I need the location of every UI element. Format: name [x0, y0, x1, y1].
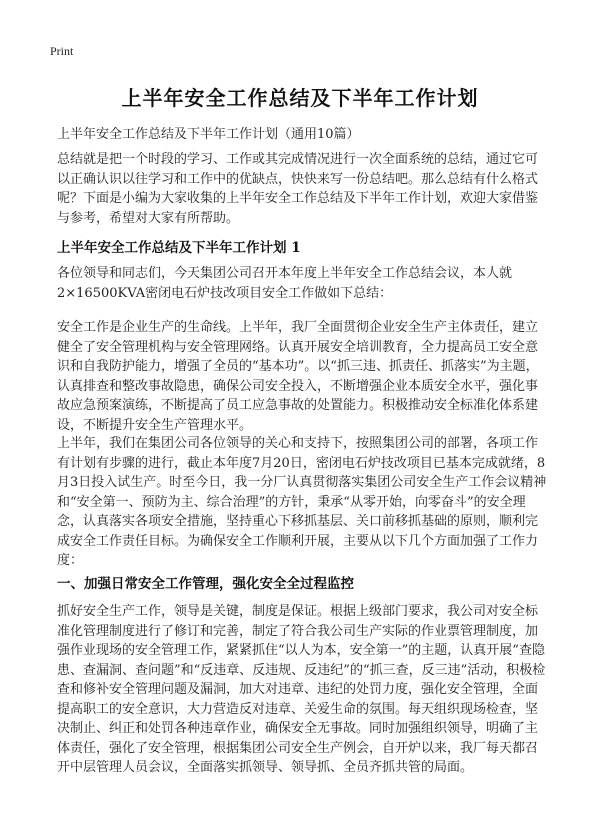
- paragraph-2: 安全工作是企业生产的生命线。上半年，我厂全面贯彻企业安全生产主体责任，建立健全了安全管理机构与安全管理网络。认真开展安全培训教育，全力提高员工安全意识和自我防护能力，增强了全员的“基本功”。以“抓三违、抓责任、抓落实”为主题，认真排查和整改事故隐患，确保公司安全投入，不断增强企业本质安全水平，强化事故应急预案演练，不断提高了员工应急事故的处置能力。积极推动安全标准化体系建设，不断提升安全生产管理水平。: [57, 320, 539, 433]
- intro-paragraph: 总结就是把一个时段的学习、工作或其完成情况进行一次全面系统的总结，通过它可以正确认识以往学习和工作中的优缺点，快快来写一份总结吧。那么总结有什么格式呢？下面是小编为大家收集的上半年安全工作总结及下半年工作计划，欢迎大家借鉴与参考，希望对大家有所帮助。: [57, 152, 539, 226]
- paragraph-1: 各位领导和同志们，今天集团公司召开本年度上半年安全工作总结会议，本人就2×16500KVA密闭电石炉技改项目安全工作做如下总结：: [57, 266, 513, 301]
- section-heading-1: 上半年安全工作总结及下半年工作计划 1: [57, 240, 301, 256]
- paragraph-3: 上半年，我们在集团公司各位领导的关心和支持下，按照集团公司的部署，各项工作有计划有步骤的进行，截止本年度7月20日，密闭电石炉技改项目已基本完成就绪，8月3日投入试生产。时至今日，我一分厂认真贯彻落实集团公司安全生产工作会议精神和“安全第一、预防为主、综合治理”的方针，秉承“从零开始，向零奋斗”的安全理念，认真落实各项安全措施，坚持重心下移抓基层、关口前移抓基础的原则，顺利完成安全工作责任目标。为确保安全工作顺利开展，主要从以下几个方面加强了工作力度：: [57, 436, 547, 568]
- document-subtitle: 上半年安全工作总结及下半年工作计划（通用10篇）: [57, 127, 360, 142]
- document-title: 上半年安全工作总结及下半年工作计划: [121, 86, 479, 110]
- section-heading-2: 一、加强日常安全工作管理，强化安全全过程监控: [57, 576, 354, 592]
- paragraph-4: 抓好安全生产工作，领导是关键，制度是保证。根据上级部门要求，我公司对安全标准化管理制度进行了修订和完善，制定了符合我公司生产实际的作业票管理制度，加强作业现场的安全管理工作，紧紧抓住“以人为本，安全第一”的主题，认真开展“查隐患、查漏洞、查问题”和“反违章、反违规、反违纪”的“抓三查，反三违”活动，积极检查和修补安全管理问题及漏洞，加大对违章、违纪的处罚力度，强化安全管理，全面提高职工的安全意识，大力营造反对违章、关爱生命的氛围。每天组织现场检查，坚决制止、纠正和处罚各种违章作业，确保安全无事故。同时加强组织领导，明确了主体责任，强化了安全管理，根据集团公司安全生产例会，自开炉以来，我厂每天都召开中层管理人员会议，全面落实抓领导、领导抓、全员齐抓共管的局面。: [57, 604, 546, 775]
- print-link[interactable]: Print: [50, 44, 74, 58]
